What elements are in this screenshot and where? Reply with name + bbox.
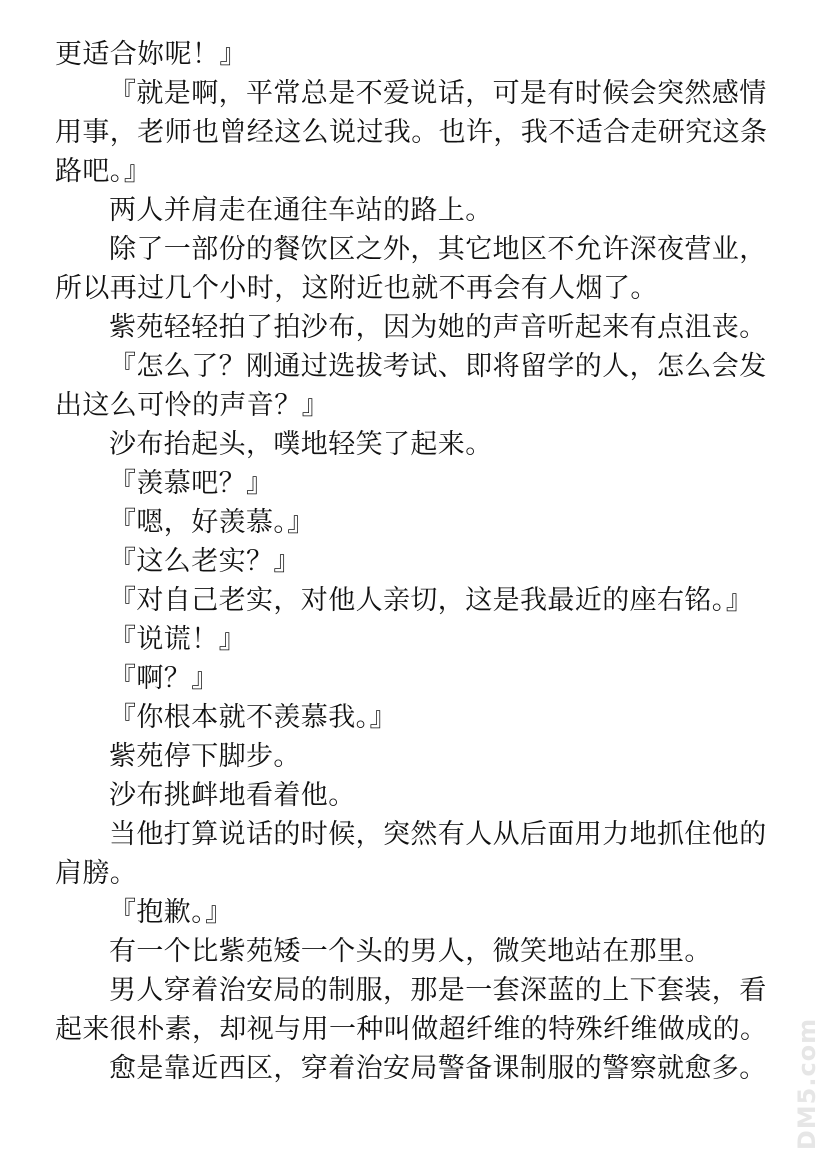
- text-line: 用事，老师也曾经这么说过我。也许，我不适合走研究这条: [55, 117, 768, 148]
- text-line: 『你根本就不羡慕我。』: [109, 702, 397, 733]
- text-line: 起来很朴素，却视与用一种叫做超纤维的特殊纤维做成的。: [55, 1014, 768, 1045]
- text-line: 有一个比紫苑矮一个头的男人，微笑地站在那里。: [109, 936, 712, 967]
- text-line: 『嗯，好羡慕。』: [109, 507, 315, 538]
- text-line: 『就是啊，平常总是不爱说话，可是有时候会突然感情: [109, 78, 767, 109]
- text-line: 所以再过几个小时，这附近也就不再会有人烟了。: [55, 273, 658, 304]
- text-line: 除了一部份的餐饮区之外，其它地区不允许深夜营业，: [109, 234, 767, 265]
- text-line: 路吧。』: [55, 156, 152, 187]
- text-line: 『啊？』: [109, 663, 219, 694]
- text-line: 『抱歉。』: [109, 897, 233, 928]
- text-line: 紫苑轻轻拍了拍沙布，因为她的声音听起来有点沮丧。: [109, 312, 767, 343]
- text-line: 『羡慕吧？』: [109, 468, 274, 499]
- text-line: 两人并肩走在通往车站的路上。: [109, 195, 493, 226]
- text-line: 沙布挑衅地看着他。: [109, 780, 356, 811]
- text-line: 肩膀。: [55, 858, 138, 889]
- text-line: 出这么可怜的声音？』: [55, 390, 329, 421]
- watermark-logo: [794, 1019, 820, 1149]
- watermark-text: DM5.com: [793, 1017, 821, 1151]
- text-line: 『对自己老实，对他人亲切，这是我最近的座右铭。』: [109, 585, 754, 616]
- text-line: 紫苑停下脚步。: [109, 741, 301, 772]
- text-line: 男人穿着治安局的制服，那是一套深蓝的上下套装，看: [109, 975, 767, 1006]
- text-line: 沙布抬起头，噗地轻笑了起来。: [109, 429, 493, 460]
- text-line: 『这么老实？』: [109, 546, 301, 577]
- text-line: 愈是靠近西区，穿着治安局警备课制服的警察就愈多。: [109, 1053, 767, 1084]
- text-line: 更适合妳呢！』: [55, 39, 247, 70]
- document-page: [55, 36, 768, 1089]
- text-line: 当他打算说话的时候，突然有人从后面用力地抓住他的: [109, 819, 767, 850]
- text-line: 『怎么了？刚通过选拔考试、即将留学的人，怎么会发: [109, 351, 767, 382]
- text-line: 『说谎！』: [109, 624, 246, 655]
